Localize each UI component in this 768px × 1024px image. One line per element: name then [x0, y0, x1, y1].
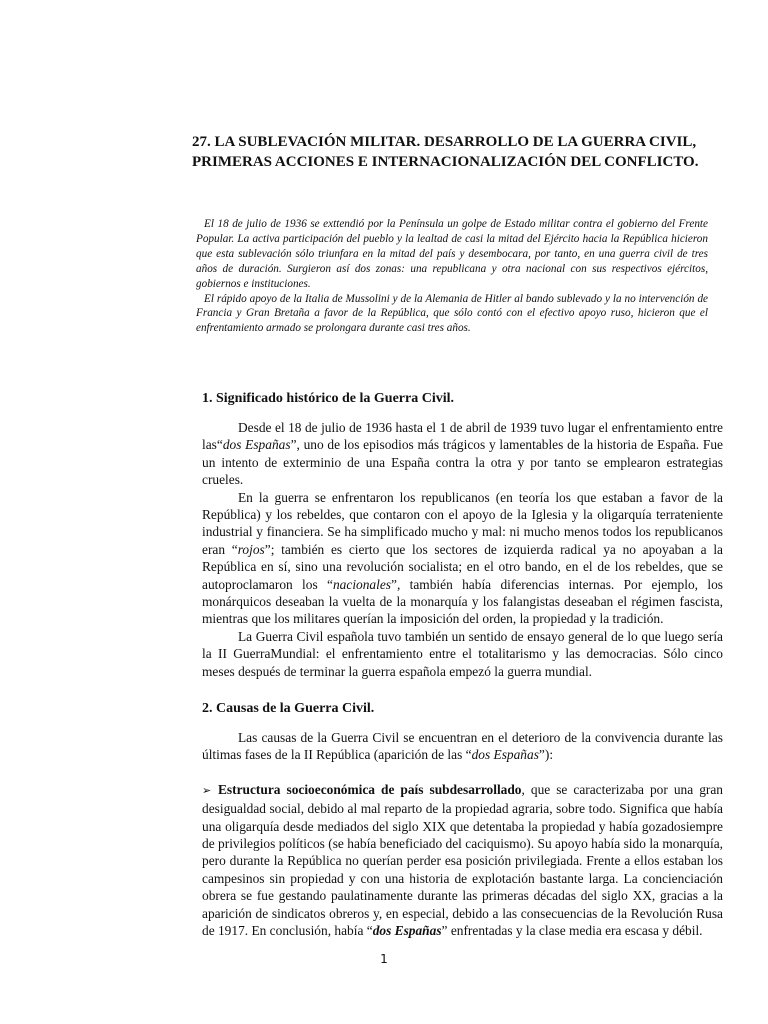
- text-run: ”, uno de los episodios más trágicos y lamentables de la historia de España. Fue un intento de exterminio de una España contra la otra y por tanto se emplearon estrategias crueles.: [202, 437, 723, 488]
- emphasis: dos Españas: [471, 747, 539, 763]
- text-run: En la guerra se enfrentaron los republicanos (en teoría los que estaban a favor de la República) y los rebeldes, que contaron con el apoyo de la Iglesia y la oligarquía terrateniente industrial y financiera. Se ha simplificado mucho y mal: ni mucho menos todos los republicanos eran “: [202, 489, 723, 557]
- section-1-paragraph-1: [202, 419, 723, 489]
- title-line-2: PRIMERAS ACCIONES E INTERNACIONALIZACIÓN DEL CONFLICTO.: [192, 154, 699, 170]
- text-run: , que se caracterizaba por una gran desigualdad social, debido al mal reparto de la propiedad agraria, sobre todo. Significa que había una oligarquía desde mediados del siglo XIX que detentaba la propiedad y había gozadosiempre de privilegios políticos (se había beneficiado del caciquismo). Su apoyo había sido la monarquía, pero durante la República no querían perder esa posición privilegiada. Frente a ellos estaban los campesinos sin propiedad y con una historia de explotación bastante larga. La concienciación obrera se fue gestando paulatinamente durante las primeras décadas del siglo XX, gracias a la aparición de sindicatos obreros y, en especial, debido a las consecuencias de la Revolución Rusa de 1917. En conclusión, había “: [202, 781, 723, 939]
- emphasis: nacionales: [332, 576, 391, 592]
- section-2-bullet: [202, 781, 723, 940]
- page-number: 1: [380, 952, 388, 966]
- text-run: Desde el 18 de julio de 1936 hasta el 1 de abril de 1939 tuvo lugar el enfrentamiento entre las“: [202, 420, 723, 453]
- abstract: [196, 217, 708, 336]
- section-2-paragraph-1: [202, 729, 723, 764]
- section-1-heading: 1. Significado histórico de la Guerra Civil.: [202, 391, 454, 406]
- arrow-bullet-icon: ➢: [202, 784, 212, 797]
- emphasis: dos Españas: [222, 437, 291, 453]
- section-2-heading: 2. Causas de la Guerra Civil.: [202, 701, 375, 716]
- title-line-1: 27. LA SUBLEVACIÓN MILITAR. DESARROLLO DE LA GUERRA CIVIL,: [192, 134, 697, 150]
- abstract-paragraph: El 18 de julio de 1936 se exttendió por la Península un golpe de Estado militar contra el gobierno del Frente Popular. La activa participación del pueblo y la lealtad de casi la mitad del Ejército hacia la República hicieron que esta sublevación sólo triunfara en la mitad del país y desembocara, por tanto, en una guerra civil de tres años de duración. Surgieron así dos zonas: una republicana y otra nacional con sus respectivos ejércitos, gobiernos e instituciones.: [196, 218, 708, 290]
- section-1-body: [202, 419, 723, 680]
- strong-text: Estructura socioeconómica de país subdesarrollado: [218, 781, 522, 797]
- text-run: ”; también es cierto que los sectores de izquierda radical ya no apoyaban a la República en sí, sino una revolución socialista; en el otro bando, en el de los rebeldes, que se autoproclamaron los “: [202, 541, 723, 592]
- emphasis: rojos: [237, 541, 265, 557]
- section-1-paragraph-3: La Guerra Civil española tuvo también un sentido de ensayo general de lo que luego sería la II GuerraMundial: el enfrentamiento entre el totalitarismo y las democracias. Sólo cinco meses después de terminar la guerra española empezó la guerra mundial.: [202, 628, 723, 679]
- document-title: [192, 132, 732, 172]
- abstract-paragraph: El rápido apoyo de la Italia de Mussolini y de la Alemania de Hitler al bando sublevado y la no intervención de Francia y Gran Bretaña a favor de la República, que sólo contó con el efectivo apoyo ruso, hicieron que el enfrentamiento armado se prolongara durante casi tres años.: [196, 292, 708, 335]
- section-2-body: [202, 729, 723, 939]
- text-run: ”):: [538, 747, 554, 763]
- section-1-paragraph-2: [202, 489, 723, 628]
- text-run: Las causas de la Guerra Civil se encuentran en el deterioro de la convivencia durante las últimas fases de la II República (aparición de las “: [202, 730, 723, 763]
- text-run: ” enfrentadas y la clase media era escasa y débil.: [441, 923, 703, 939]
- text-run: ”, también había diferencias internas. Por ejemplo, los monárquicos deseaban la vuelta de la monarquía y los falangistas deseaban el régimen fascista, mientras que los militares querían la imposición del orden, la propiedad y la tradición.: [202, 576, 723, 627]
- strong-emphasis: dos Españas: [372, 923, 442, 939]
